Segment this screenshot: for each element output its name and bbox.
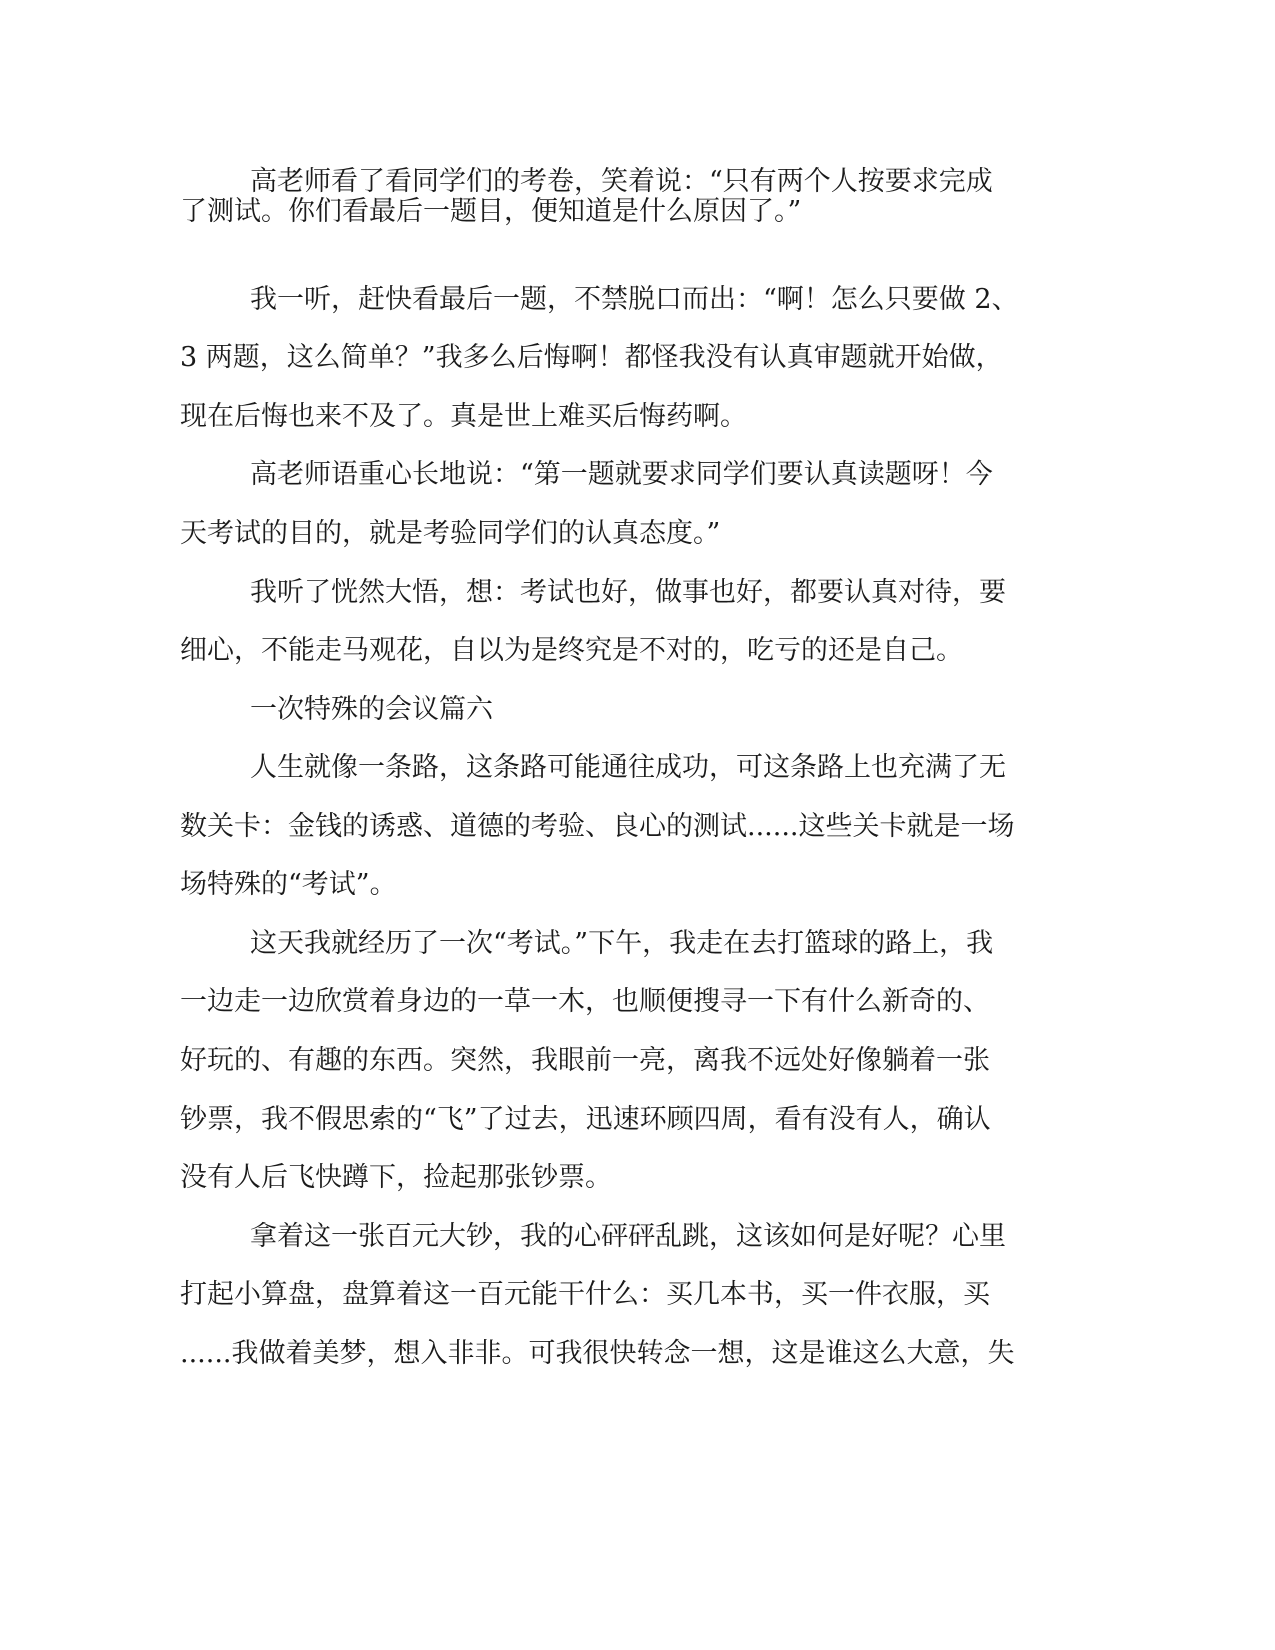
text-line: ......我做着美梦，想入非非。可我很快转念一想，这是谁这么大意，失 bbox=[180, 1338, 1015, 1369]
text-line: 高老师看了看同学们的考卷，笑着说：“只有两个人按要求完成 bbox=[250, 166, 993, 197]
text-line: 高老师语重心长地说：“第一题就要求同学们要认真读题呀！今 bbox=[250, 459, 993, 490]
text-line: 现在后悔也来不及了。真是世上难买后悔药啊。 bbox=[180, 401, 747, 432]
text-line: 了测试。你们看最后一题目，便知道是什么原因了。” bbox=[180, 196, 802, 227]
text-line: 3 两题，这么简单？”我多么后悔啊！都怪我没有认真审题就开始做， bbox=[180, 342, 1003, 373]
text-line: 我一听，赶快看最后一题，不禁脱口而出：“啊！怎么只要做 2、 bbox=[250, 284, 1019, 315]
text-line: 钞票，我不假思索的“飞”了过去，迅速环顾四周，看有没有人，确认 bbox=[180, 1104, 991, 1135]
text-line: 细心，不能走马观花，自以为是终究是不对的，吃亏的还是自己。 bbox=[180, 635, 963, 666]
text-line: 没有人后飞快蹲下，捡起那张钞票。 bbox=[180, 1162, 612, 1193]
text-line: 数关卡：金钱的诱惑、道德的考验、良心的测试......这些关卡就是一场 bbox=[180, 811, 1015, 842]
text-line: 拿着这一张百元大钞，我的心砰砰乱跳，这该如何是好呢？心里 bbox=[250, 1221, 1006, 1252]
text-line: 我听了恍然大悟，想：考试也好，做事也好，都要认真对待，要 bbox=[250, 577, 1006, 608]
text-line: 人生就像一条路，这条路可能通往成功，可这条路上也充满了无 bbox=[250, 752, 1006, 783]
text-line: 一边走一边欣赏着身边的一草一木，也顺便搜寻一下有什么新奇的、 bbox=[180, 986, 990, 1017]
text-line: 这天我就经历了一次“考试。”下午，我走在去打篮球的路上，我 bbox=[250, 928, 994, 959]
text-line: 打起小算盘，盘算着这一百元能干什么：买几本书，买一件衣服，买 bbox=[180, 1279, 990, 1310]
text-line: 天考试的目的，就是考验同学们的认真态度。” bbox=[180, 518, 721, 549]
section-heading: 一次特殊的会议篇六 bbox=[250, 694, 493, 725]
text-line: 好玩的、有趣的东西。突然，我眼前一亮，离我不远处好像躺着一张 bbox=[180, 1045, 990, 1076]
text-line: 场特殊的“考试”。 bbox=[180, 869, 397, 900]
